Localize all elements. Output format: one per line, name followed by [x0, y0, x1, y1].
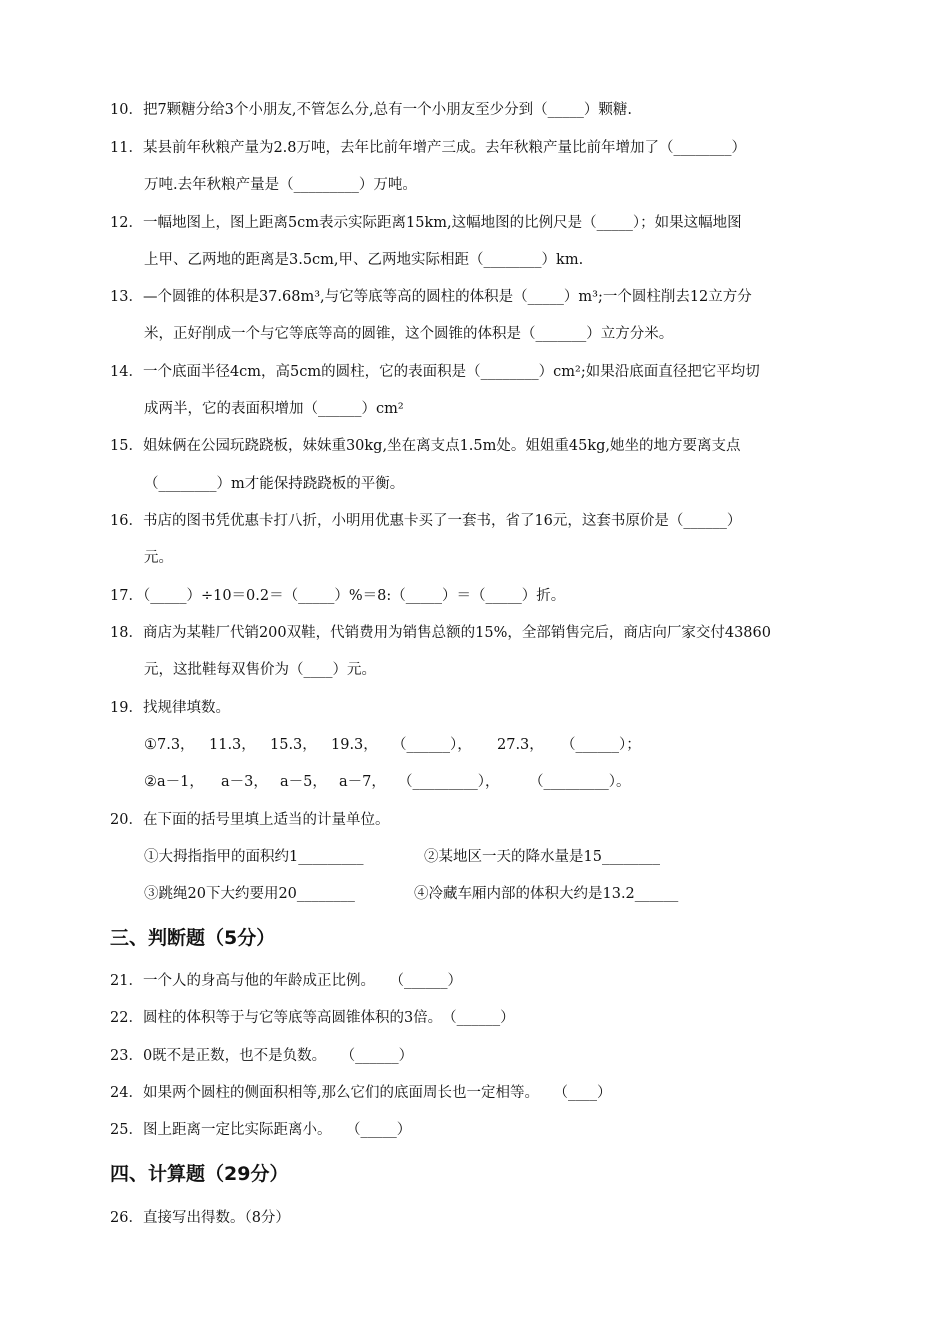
question-11-line-1: 11．某县前年秋粮产量为2.8万吨，去年比前年增产三成。去年秋粮产量比前年增加了（________） [110, 140, 747, 156]
sequence-2-item-4: a－7， [339, 774, 386, 790]
sequence-1-item-1: ①7.3， [144, 737, 195, 753]
unit-blank-1: ①大拇指指甲的面积约1_________ [144, 849, 364, 865]
question-18-line-1: 18．商店为某鞋厂代销200双鞋，代销费用为销售总额的15%，全部销售完后，商店向厂家交付43860 [110, 625, 771, 641]
section-4-heading: 四、计算题（29分） [110, 1163, 289, 1185]
sequence-2-blank-2: （_________）。 [529, 774, 631, 790]
question-10: 10．把7颗糖分给3个小朋友,不管怎么分,总有一个小朋友至少分到（_____）颗糖. [110, 102, 632, 118]
question-20-row-1 [144, 847, 879, 867]
question-19-row-1 [144, 735, 879, 755]
section-3-heading: 三、判断题（5分） [110, 927, 276, 949]
question-25: 25．图上距离一定比实际距离小。 （_____） [110, 1122, 412, 1138]
question-21: 21．一个人的身高与他的年龄成正比例。 （______） [110, 973, 462, 989]
question-20-row-2 [144, 884, 879, 904]
question-22: 22．圆柱的体积等于与它等底等高圆锥体积的3倍。 （______） [110, 1010, 515, 1026]
question-19-row-2 [144, 772, 879, 792]
unit-blank-4: ④冷藏车厢内部的体积大约是13.2______ [414, 886, 679, 902]
question-12-line-1: 12．一幅地图上，图上距离5cm表示实际距离15km,这幅地图的比例尺是（_____）；如果这幅地图 [110, 215, 742, 231]
question-17: 17．（_____）÷10＝0.2＝（_____）%＝8:（_____）＝（_____）折。 [110, 588, 566, 604]
question-26: 26．直接写出得数。（8分） [110, 1210, 290, 1226]
question-15-line-2: （________）m才能保持跷跷板的平衡。 [144, 476, 405, 492]
sequence-1-blank-1: （______）， [392, 737, 472, 753]
question-14-line-1: 14．一个底面半径4cm，高5cm的圆柱，它的表面积是（________）cm²;如果沿底面直径把它平均切 [110, 364, 760, 380]
sequence-2-blank-1: （_________）， [398, 774, 500, 790]
question-13-line-1: 13．—个圆锥的体积是37.68m³,与它等底等高的圆柱的体积是（_____）m³;一个圆柱削去12立方分 [110, 289, 752, 305]
sequence-1-item-4: 19.3， [331, 737, 378, 753]
question-13-line-2: 米，正好削成一个与它等底等高的圆锥，这个圆锥的体积是（_______）立方分米。 [144, 326, 674, 342]
sequence-1-item-3: 15.3， [270, 737, 317, 753]
sequence-2-item-3: a－5， [280, 774, 327, 790]
sequence-1-item-2: 11.3， [209, 737, 256, 753]
unit-blank-2: ②某地区一天的降水量是15________ [424, 849, 660, 865]
question-16-line-1: 16．书店的图书凭优惠卡打八折，小明用优惠卡买了一套书，省了16元，这套书原价是（______） [110, 513, 742, 529]
question-18-line-2: 元，这批鞋每双售价为（____）元。 [144, 662, 376, 678]
unit-blank-3: ③跳绳20下大约要用20________ [144, 886, 355, 902]
question-14-line-2: 成两半，它的表面积增加（______）cm² [144, 401, 404, 417]
sequence-2-item-2: a－3， [221, 774, 268, 790]
question-12-line-2: 上甲、乙两地的距离是3.5cm,甲、乙两地实际相距（________）km. [144, 252, 584, 268]
sequence-1-blank-2: （______）； [561, 737, 641, 753]
question-20-title: 20．在下面的括号里填上适当的计量单位。 [110, 812, 390, 828]
question-11-line-2: 万吨.去年秋粮产量是（_________）万吨。 [144, 177, 417, 193]
question-15-line-1: 15．姐妹俩在公园玩跷跷板，妹妹重30kg,坐在离支点1.5m处。姐姐重45kg,她坐的地方要离支点 [110, 438, 741, 454]
question-24: 24．如果两个圆柱的侧面积相等,那么它们的底面周长也一定相等。 （____） [110, 1085, 612, 1101]
question-16-line-2: 元。 [144, 550, 173, 566]
sequence-2-item-1: ②a－1， [144, 774, 204, 790]
question-23: 23．0既不是正数，也不是负数。 （______） [110, 1048, 414, 1064]
question-19-title: 19．找规律填数。 [110, 700, 230, 716]
sequence-1-item-6: 27.3， [497, 737, 544, 753]
